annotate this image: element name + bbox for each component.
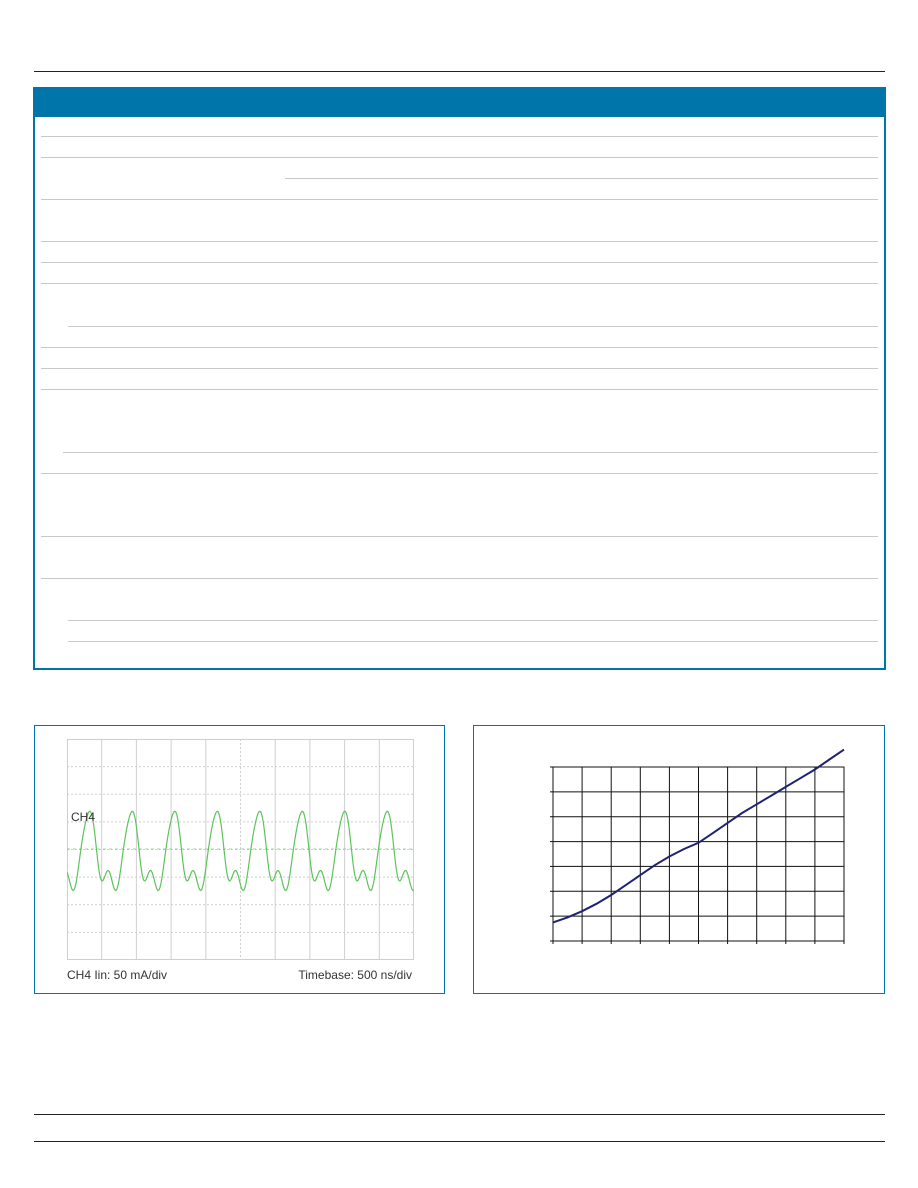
spec-table bbox=[33, 87, 886, 670]
table-row-divider bbox=[41, 199, 878, 200]
table-row-divider bbox=[41, 368, 878, 369]
table-row-divider bbox=[41, 389, 878, 390]
channel-label: CH4 bbox=[71, 810, 96, 824]
line-chart-panel bbox=[473, 725, 885, 994]
table-row-divider bbox=[41, 157, 878, 158]
spec-table-header bbox=[35, 89, 884, 117]
table-row-divider bbox=[41, 241, 878, 242]
table-row-divider bbox=[68, 326, 878, 327]
footer-rule-top bbox=[34, 1114, 885, 1115]
table-row-divider bbox=[68, 620, 878, 621]
table-row-divider bbox=[68, 641, 878, 642]
line-chart bbox=[474, 726, 884, 993]
oscilloscope-panel bbox=[34, 725, 445, 994]
table-row-divider bbox=[41, 473, 878, 474]
table-row-divider bbox=[41, 262, 878, 263]
table-row-divider bbox=[63, 452, 878, 453]
header-rule bbox=[34, 71, 885, 72]
footer-rule-bottom bbox=[34, 1141, 885, 1142]
table-row-divider bbox=[41, 283, 878, 284]
table-row-divider bbox=[41, 578, 878, 579]
table-row-divider bbox=[41, 136, 878, 137]
oscilloscope-screen bbox=[67, 739, 414, 960]
timebase-label: Timebase: 500 ns/div bbox=[298, 968, 412, 982]
table-row-divider bbox=[41, 536, 878, 537]
scale-label: CH4 Iin: 50 mA/div bbox=[67, 968, 168, 982]
table-row-divider bbox=[41, 347, 878, 348]
table-row-divider bbox=[285, 178, 878, 179]
